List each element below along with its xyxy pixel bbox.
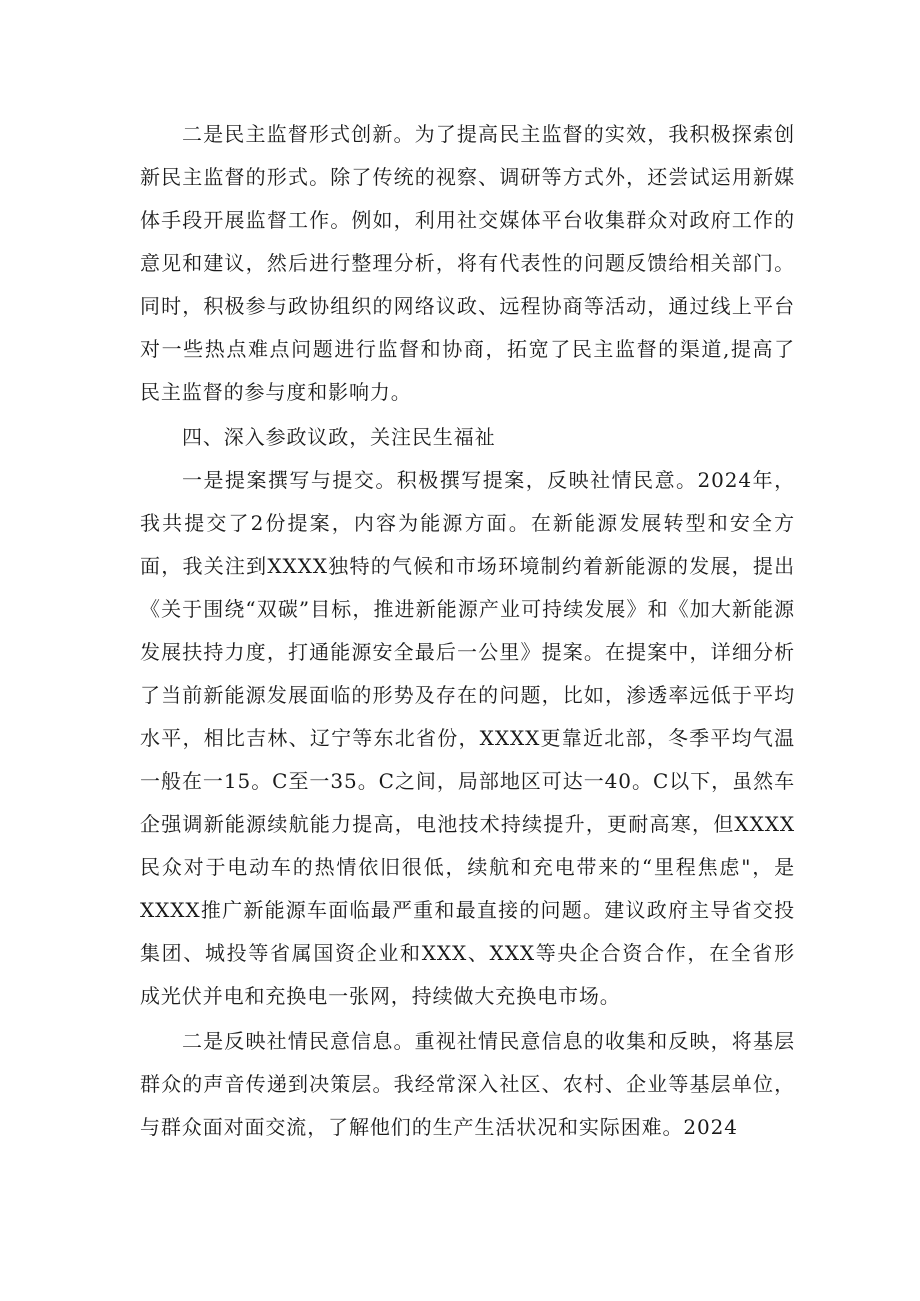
- paragraph-public-opinion: 二是反映社情民意信息。重视社情民意信息的收集和反映，将基层群众的声音传递到决策层。我经常深入社区、农村、企业等基层单位，与群众面对面交流，了解他们的生产生活状况和实际困难。2024: [140, 1029, 795, 1139]
- paragraph-proposal-writing: 一是提案撰写与提交。积极撰写提案，反映社情民意。2024年，我共提交了2份提案，内容为能源方面。在新能源发展转型和安全方面，我关注到XXXX独特的气候和市场环境制约着新能源的发展，提出《关于围绕“双碳”目标，推进新能源产业可持续发展》和《加大新能源发展扶持力度，打通能源安全最后一公里》提案。在提案中，详细分析了当前新能源发展面临的形势及存在的问题，比如，渗透率远低于平均水平，相比吉林、辽宁等东北省份，XXXX更靠近北部，冬季平均气温一般在一15。C至一35。C之间，局部地区可达一40。C以下，虽然车企强调新能源续航能力提高，电池技术持续提升，更耐高寒，但XXXX民众对于电动车的热情依旧很低，续航和充电带来的“里程焦虑"，是XXXX推广新能源车面临最严重和最直接的问题。建议政府主导省交投集团、城投等省属国资企业和XXX、XXX等央企合资合作，在全省形成光伏并电和充换电一张网，持续做大充换电市场。: [140, 468, 795, 1008]
- paragraph-democratic-supervision: 二是民主监督形式创新。为了提高民主监督的实效，我积极探索创新民主监督的形式。除了传统的视察、调研等方式外，还尝试运用新媒体手段开展监督工作。例如，利用社交媒体平台收集群众对政府工作的意见和建议，然后进行整理分析，将有代表性的问题反馈给相关部门。同时，积极参与政协组织的网络议政、远程协商等活动，通过线上平台对一些热点难点问题进行监督和协商，拓宽了民主监督的渠道,提高了民主监督的参与度和影响力。: [140, 122, 795, 404]
- section-heading: 四、深入参政议政，关注民生福祉: [182, 425, 496, 449]
- document-body: [140, 113, 795, 1149]
